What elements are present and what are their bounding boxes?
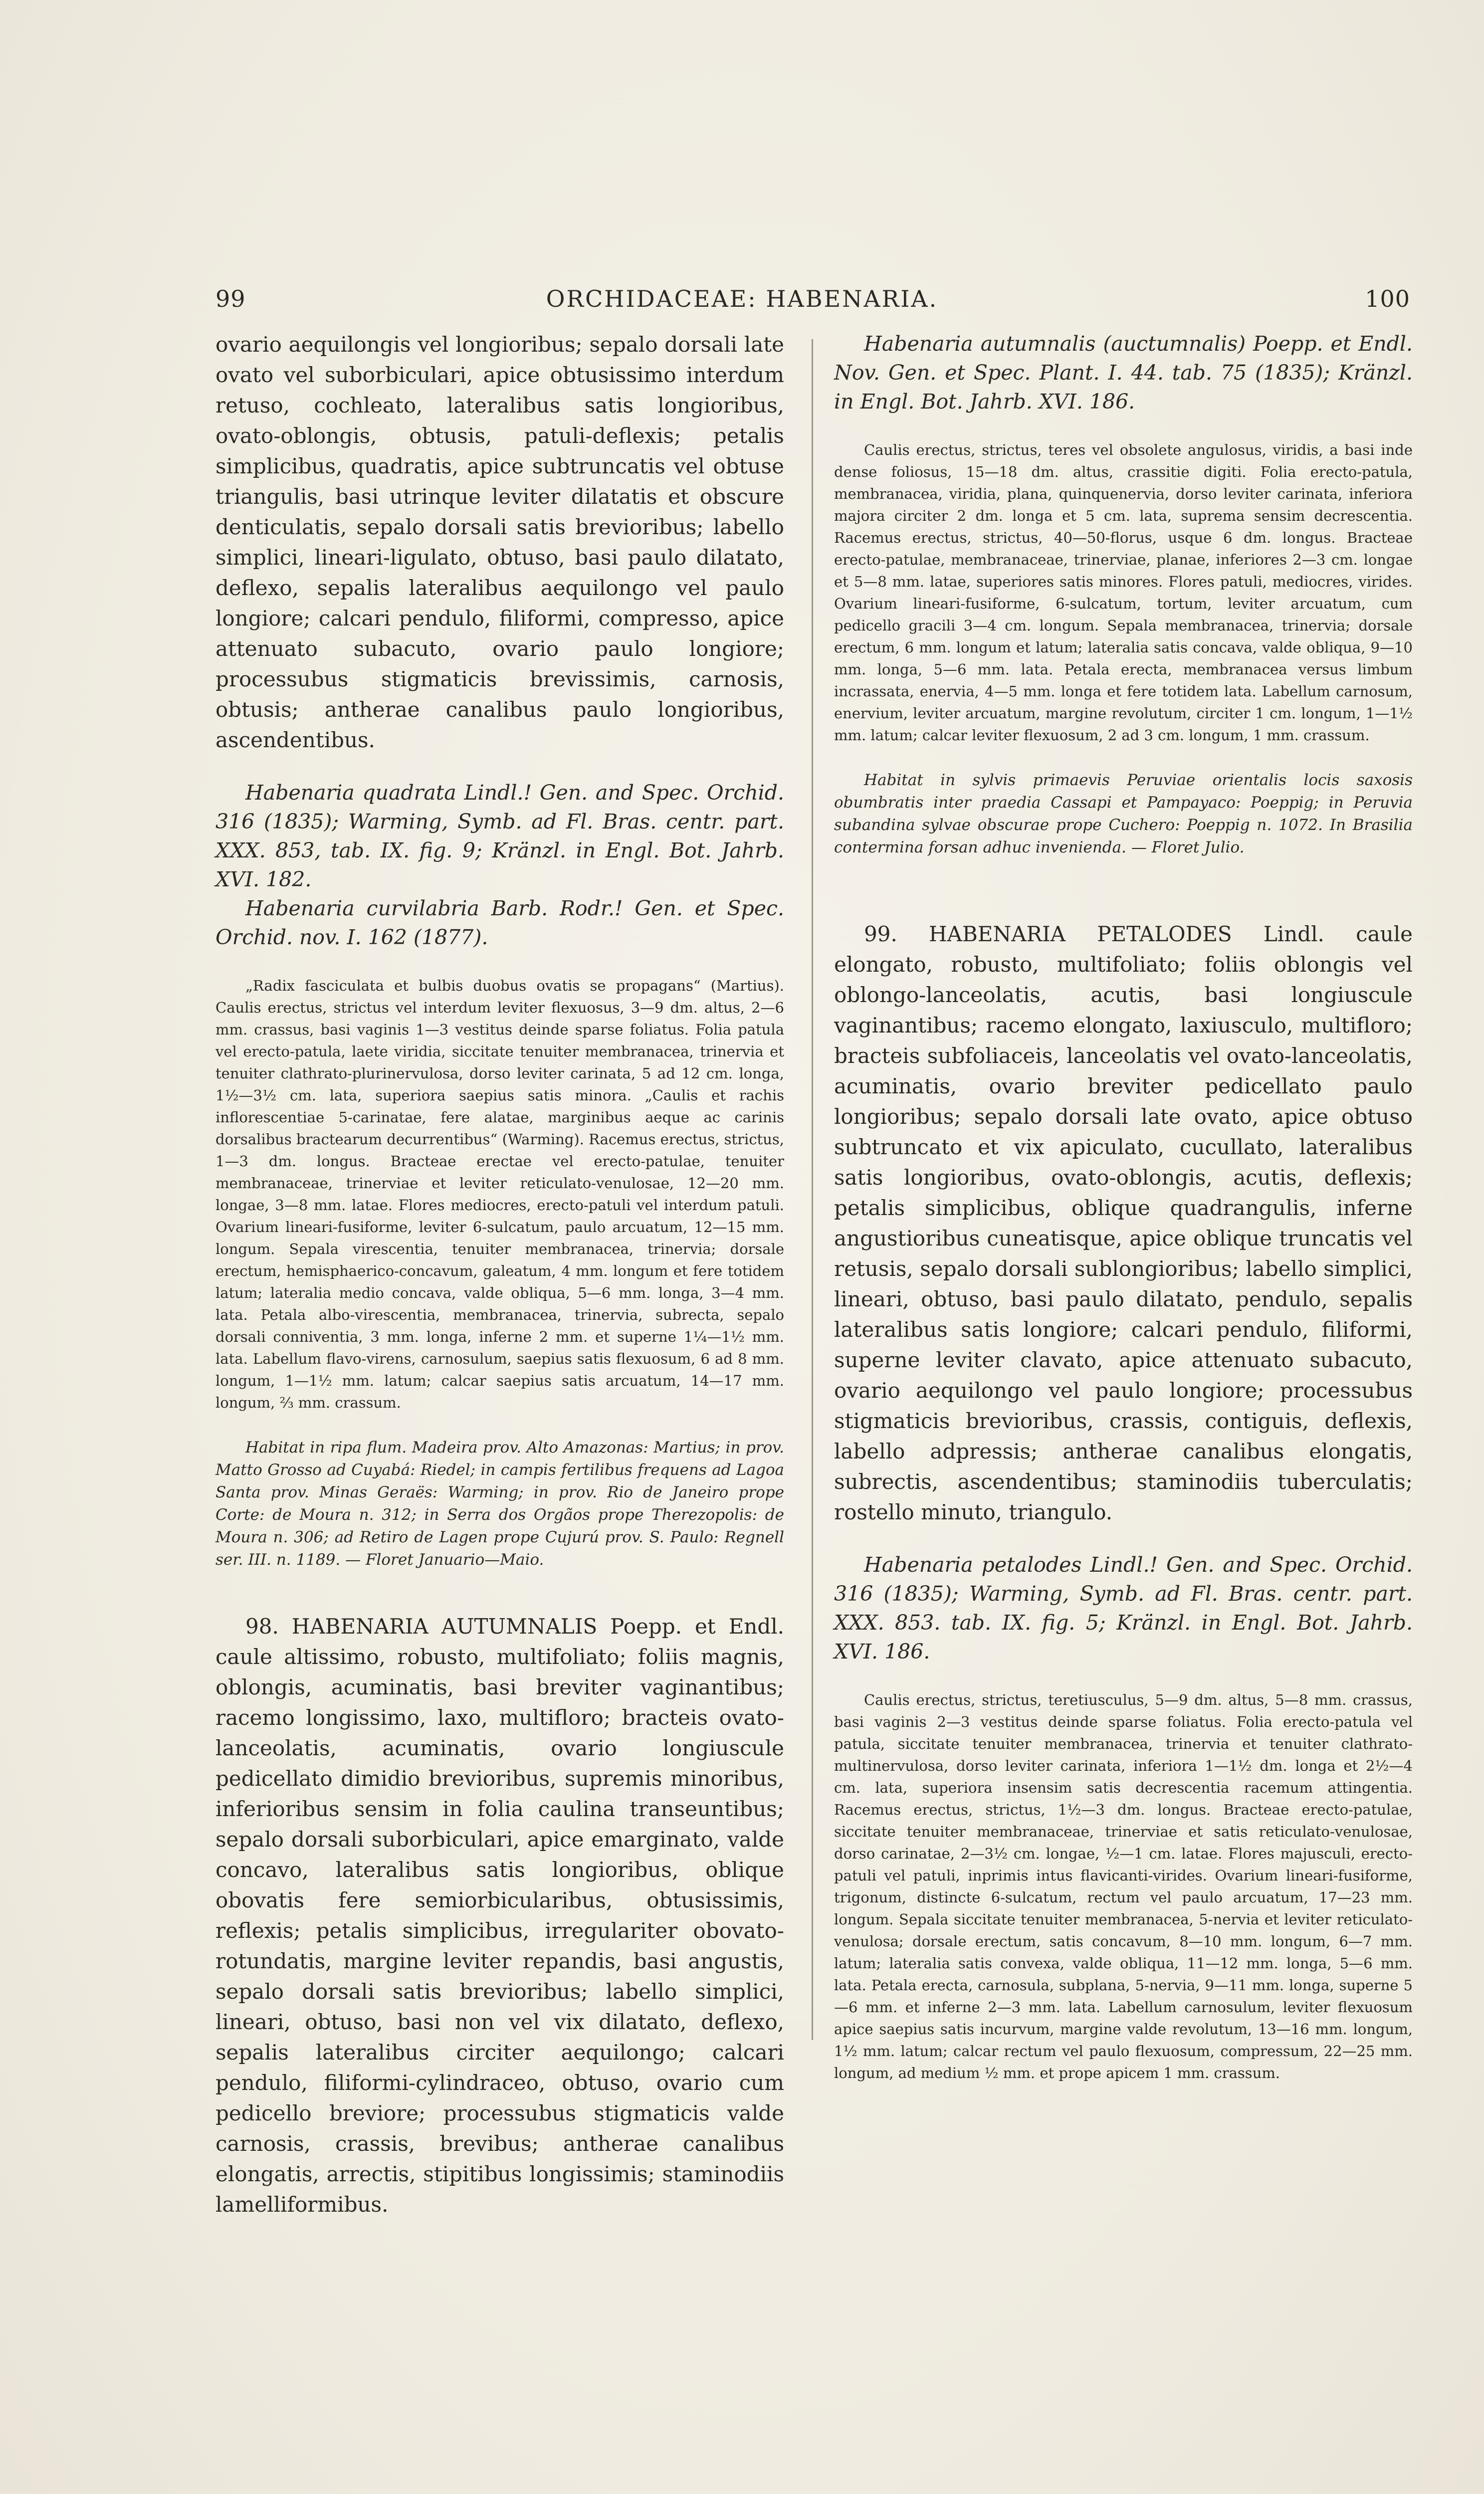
detailed-description-quadrata: „Radix fasciculata et bulbis duobus ovatis se propagans“ (Martius). Caulis erectus, strictus vel interdum leviter flexuosus, 3—9 dm. altus, 2—6 mm. crassus, basi vaginis 1—3 vestitus deinde sparse foliatus. Folia patula vel erecto-patula, laete viridia, siccitate tenuiter membranacea, trinervia et tenuiter clathrato-plurinervulosa, dorso leviter carinata, 5 ad 12 cm. longa, 1½—3½ cm. lata, superiora saepius satis minora. „Caulis et rachis inflorescentiae 5-carinatae, fere alatae, marginibus aeque ac carinis dorsalibus bractearum decurrentibus“ (Warming). Racemus erectus, strictus, 1—3 dm. longus. Bracteae erectae vel erecto-patulae, tenuiter membranaceae, trinerviae et leviter reticulato-venulosae, 12—20 mm. longae, 3—8 mm. latae. Flores mediocres, erecto-patuli vel interdum patuli. Ovarium lineari-fusiforme, leviter 6-sulcatum, paulo arcuatum, 12—15 mm. longum. Sepala virescentia, tenuiter membranacea, trinervia; dorsale erectum, hemisphaerico-concavum, galeatum, 4 mm. longum et fere totidem latum; lateralia medio concava, valde obliqua, 5—6 mm. longa, 3—4 mm. lata. Petala albo-virescentia, membranacea, trinervia, subrecta, sepalo dorsali conniventia, 3 mm. longa, inferne 2 mm. et superne 1¼—1½ mm. lata. Labellum flavo-virens, carnosulum, saepius satis flexuosum, 6 ad 8 mm. longum, 1—1½ mm. latum; calcar saepius satis arcuatum, 14—17 mm. longum, ⅔ mm. crassum.: [215, 977, 784, 1411]
detailed-description-petalodes: Caulis erectus, strictus, teretiusculus, 5—9 dm. altus, 5—8 mm. crassus, basi vaginis 2—3 vestitus deinde sparse foliatus. Folia erecto-patula vel patula, siccitate tenuiter membranacea, trinervia et tenuiter clathrato-multinervulosa, dorso leviter carinata, inferiora 1—1½ dm. longa et 2½—4 cm. lata, superiora insensim satis decrescentia racemum attingentia. Racemus erectus, strictus, 1½—3 dm. longus. Bracteae erecto-patulae, siccitate tenuiter membranaceae, trinerviae et satis reticulato-venulosae, dorso carinatae, 2—3½ cm. longae, ½—1 cm. latae. Flores majusculi, erecto-patuli vel patuli, inprimis intus flavicanti-virides. Ovarium lineari-fusiforme, trigonum, distincte 6-sulcatum, rectum vel paulo arcuatum, 17—23 mm. longum. Sepala siccitate tenuiter membranacea, 5-nervia et leviter reticulato-venulosa; dorsale erectum, satis concavum, 8—10 mm. longum, 6—7 mm. latum; lateralia satis convexa, valde obliqua, 11—12 mm. longa, 5—6 mm. lata. Petala erecta, carnosula, subplana, 5-nervia, 9—11 mm. longa, superne 5—6 mm. et inferne 2—3 mm. lata. Labellum carnosulum, leviter flexuosum apice saepius satis incurvum, margine valde revolutum, 13—16 mm. longum, 1½ mm. latum; calcar rectum vel paulo flexuosum, compressum, 22—25 mm. longum, ad medium ½ mm. et prope apicem 1 mm. crassum.: [834, 1691, 1413, 2081]
running-title: ORCHIDACEAE: HABENARIA.: [546, 285, 938, 312]
species-description-continued: ovario aequilongis vel longioribus; sepalo dorsali late ovato vel suborbiculari, apice obtusissimo interdum retuso, cochleato, lateralibus satis longioribus, ovato-oblongis, obtusis, patuli-deflexis; petalis simplicibus, quadratis, apice subtruncatis vel obtuse triangulis, basi utrinque leviter dilatatis et obscure denticulatis, sepalo dorsali satis brevioribus; labello simplici, lineari-ligulato, obtuso, basi paulo dilatato, deflexo, sepalis lateralibus aequilongo vel paulo longiore; calcari pendulo, filiformi, compresso, apice attenuato subacuto, ovario paulo longiore; processubus stigmaticis brevissimis, carnosis, obtusis; antherae canalibus paulo longioribus, ascendentibus.: [215, 332, 784, 752]
citation-autumnalis: Habenaria autumnalis (auctumnalis) Poepp. et Endl. Nov. Gen. et Spec. Plant. I. 44. tab. 75 (1835); Kränzl. in Engl. Bot. Jahrb. XVI. 186.: [834, 332, 1413, 414]
citation-quadrata: Habenaria quadrata Lindl.! Gen. and Spec. Orchid. 316 (1835); Warming, Symb. ad Fl. Bras. centr. part. XXX. 853, tab. IX. fig. 9; Kränzl. in Engl. Bot. Jahrb. XVI. 182.: [215, 781, 784, 891]
citation-petalodes: Habenaria petalodes Lindl.! Gen. and Spec. Orchid. 316 (1835); Warming, Symb. ad Fl. Bras. centr. part. XXX. 853. tab. IX. fig. 5; Kränzl. in Engl. Bot. Jahrb. XVI. 186.: [834, 1553, 1413, 1663]
page-number-left: 99: [215, 285, 246, 312]
detailed-description-autumnalis: Caulis erectus, strictus, teres vel obsolete angulosus, viridis, a basi inde dense foliosus, 15—18 dm. altus, crassitie digiti. Folia erecto-patula, membranacea, viridia, plana, quinquenervia, dorso leviter carinata, inferiora majora circiter 2 dm. longa et 5 cm. lata, suprema sensim decrescentia. Racemus erectus, strictus, 40—50-florus, usque 6 dm. longus. Bracteae erecto-patulae, membranaceae, trinerviae, planae, inferiores 2—3 cm. longae et 5—8 mm. latae, superiores satis minores. Flores patuli, mediocres, virides. Ovarium lineari-fusiforme, 6-sulcatum, tortum, leviter arcuatum, cum pedicello gracili 3—4 cm. longum. Sepala membranacea, trinervia; dorsale erectum, 6 mm. longum et latum; lateralia satis concava, valde obliqua, 9—10 mm. longa, 5—6 mm. lata. Petala erecta, membranacea versus limbum incrassata, enervia, 4—5 mm. longa et fere totidem lata. Labellum carnosum, enervium, leviter arcuatum, margine revolutum, circiter 1 cm. longum, 1—1½ mm. latum; calcar leviter flexuosum, 2 ad 3 cm. longum, 1 mm. crassum.: [834, 441, 1413, 744]
right-column: [834, 329, 1413, 2084]
species-99-petalodes: 99. HABENARIA PETALODES Lindl. caule elongato, robusto, multifoliato; foliis oblongis vel oblongo-lanceolatis, acutis, basi longiuscule vaginantibus; racemo elongato, laxiusculo, multifloro; bracteis subfoliaceis, lanceolatis vel ovato-lanceolatis, acuminatis, ovario breviter pedicellato paulo longioribus; sepalo dorsali late ovato, apice obtuso subtruncato et vix apiculato, cucullato, lateralibus satis longioribus, ovato-oblongis, acutis, deflexis; petalis simplicibus, oblique quadrangulis, inferne angustioribus cuneatisque, apice oblique truncatis vel retusis, sepalo dorsali sublongioribus; labello simplici, lineari, obtuso, basi paulo dilatato, pendulo, sepalis lateralibus satis longiore; calcari pendulo, filiformi, superne leviter clavato, apice attenuato subacuto, ovario aequilongo vel paulo longiore; processubus stigmaticis brevioribus, crassis, contiguis, deflexis, labello adpressis; antherae canalibus elongatis, subrectis, ascendentibus; staminodiis tuberculatis; rostello minuto, triangulo.: [834, 922, 1413, 1524]
habitat-autumnalis: Habitat in sylvis primaevis Peruviae orientalis locis saxosis obumbratis inter praedia Cassapi et Pampayaco: Poeppig; in Peruvia subandina sylvae obscurae prope Cuchero: Poeppig n. 1072. In Brasilia contermina forsan adhuc invenienda. — Floret Julio.: [834, 771, 1413, 856]
column-divider: [812, 339, 813, 2040]
habitat-quadrata: Habitat in ripa flum. Madeira prov. Alto Amazonas: Martius; in prov. Matto Grosso ad Cuyabá: Riedel; in campis fertilibus frequens ad Lagoa Santa prov. Minas Geraës: Warming; in prov. Rio de Janeiro prope Corte: de Moura n. 312; in Serra dos Orgãos prope Therezopolis: de Moura n. 306; ad Retiro de Lagen prope Cujurú prov. S. Paulo: Regnell ser. III. n. 1189. — Floret Januario—Maio.: [215, 1439, 784, 1569]
left-column: [215, 329, 784, 2220]
page-number-right: 100: [1365, 285, 1410, 312]
species-98-autumnalis: 98. HABENARIA AUTUMNALIS Poepp. et Endl. caule altissimo, robusto, multifoliato; foliis magnis, oblongis, acuminatis, basi breviter vaginantibus; racemo longissimo, laxo, multifloro; bracteis ovato-lanceolatis, acuminatis, ovario longiuscule pedicellato dimidio brevioribus, supremis minoribus, inferioribus sensim in folia caulina transeuntibus; sepalo dorsali suborbiculari, apice emarginato, valde concavo, lateralibus satis longioribus, oblique obovatis fere semiorbicularibus, obtusissimis, reflexis; petalis simplicibus, irregulariter obovato-rotundatis, margine leviter repandis, basi angustis, sepalo dorsali satis brevioribus; labello simplici, lineari, obtuso, basi non vel vix dilatato, deflexo, sepalis lateralibus circiter aequilongo; calcari pendulo, filiformi-cylindraceo, obtuso, ovario cum pedicello breviore; processubus stigmaticis valde carnosis, crassis, brevibus; antherae canalibus elongatis, arrectis, stipitibus longissimis; staminodiis lamelliformibus.: [215, 1614, 784, 2217]
citation-curvilabria: Habenaria curvilabria Barb. Rodr.! Gen. et Spec. Orchid. nov. I. 162 (1877).: [215, 896, 784, 949]
